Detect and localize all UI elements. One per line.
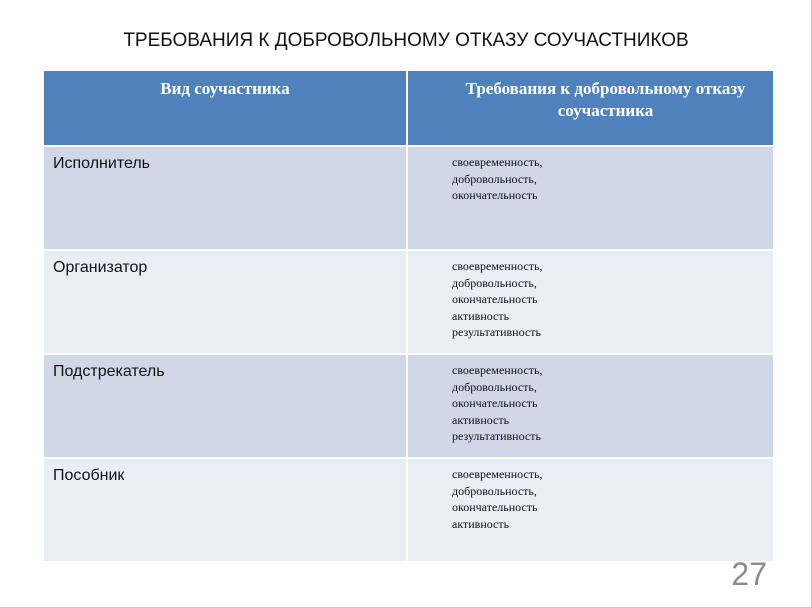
slide-title: ТРЕБОВАНИЯ К ДОБРОВОЛЬНОМУ ОТКАЗУ СОУЧАСТНИКОВ	[123, 30, 689, 51]
requirement-item: окончательность	[452, 292, 538, 306]
requirement-item: добровольность,	[452, 171, 537, 186]
participant-type: Пособник	[44, 459, 408, 561]
requirement-item: своевременность,	[452, 363, 543, 377]
page-number: 27	[731, 556, 767, 592]
requirement-item: добровольность,	[452, 483, 537, 498]
requirements-list	[408, 251, 773, 353]
requirement-item: результативность	[452, 429, 541, 443]
participant-type: Организатор	[44, 251, 408, 353]
requirement-item: результативность	[452, 325, 541, 339]
participant-type: Подстрекатель	[44, 355, 408, 457]
requirements-list	[408, 147, 773, 249]
requirement-item: окончательность	[452, 396, 538, 410]
requirement-item: активность	[452, 516, 510, 531]
requirements-table	[44, 71, 773, 561]
requirement-item: добровольность,	[452, 379, 537, 394]
requirement-item: окончательность	[452, 188, 538, 202]
requirement-item: своевременность,	[452, 467, 543, 481]
header-participant-type: Вид соучастника	[44, 71, 408, 145]
requirement-item: окончательность	[452, 500, 538, 514]
requirement-item: своевременность,	[452, 259, 543, 273]
header-requirements: Требования к добровольному отказу соучастника	[465, 79, 746, 120]
participant-type: Исполнитель	[44, 147, 408, 249]
requirement-item: добровольность,	[452, 275, 537, 290]
requirement-item: своевременность,	[452, 155, 543, 169]
table-row	[44, 145, 773, 249]
requirement-item: активность	[452, 308, 510, 323]
table-row	[44, 249, 773, 353]
requirements-list	[408, 459, 773, 561]
requirements-list	[408, 355, 773, 457]
table-row	[44, 457, 773, 561]
requirement-item: активность	[452, 412, 510, 427]
table-header-row	[44, 71, 773, 145]
table-row	[44, 353, 773, 457]
